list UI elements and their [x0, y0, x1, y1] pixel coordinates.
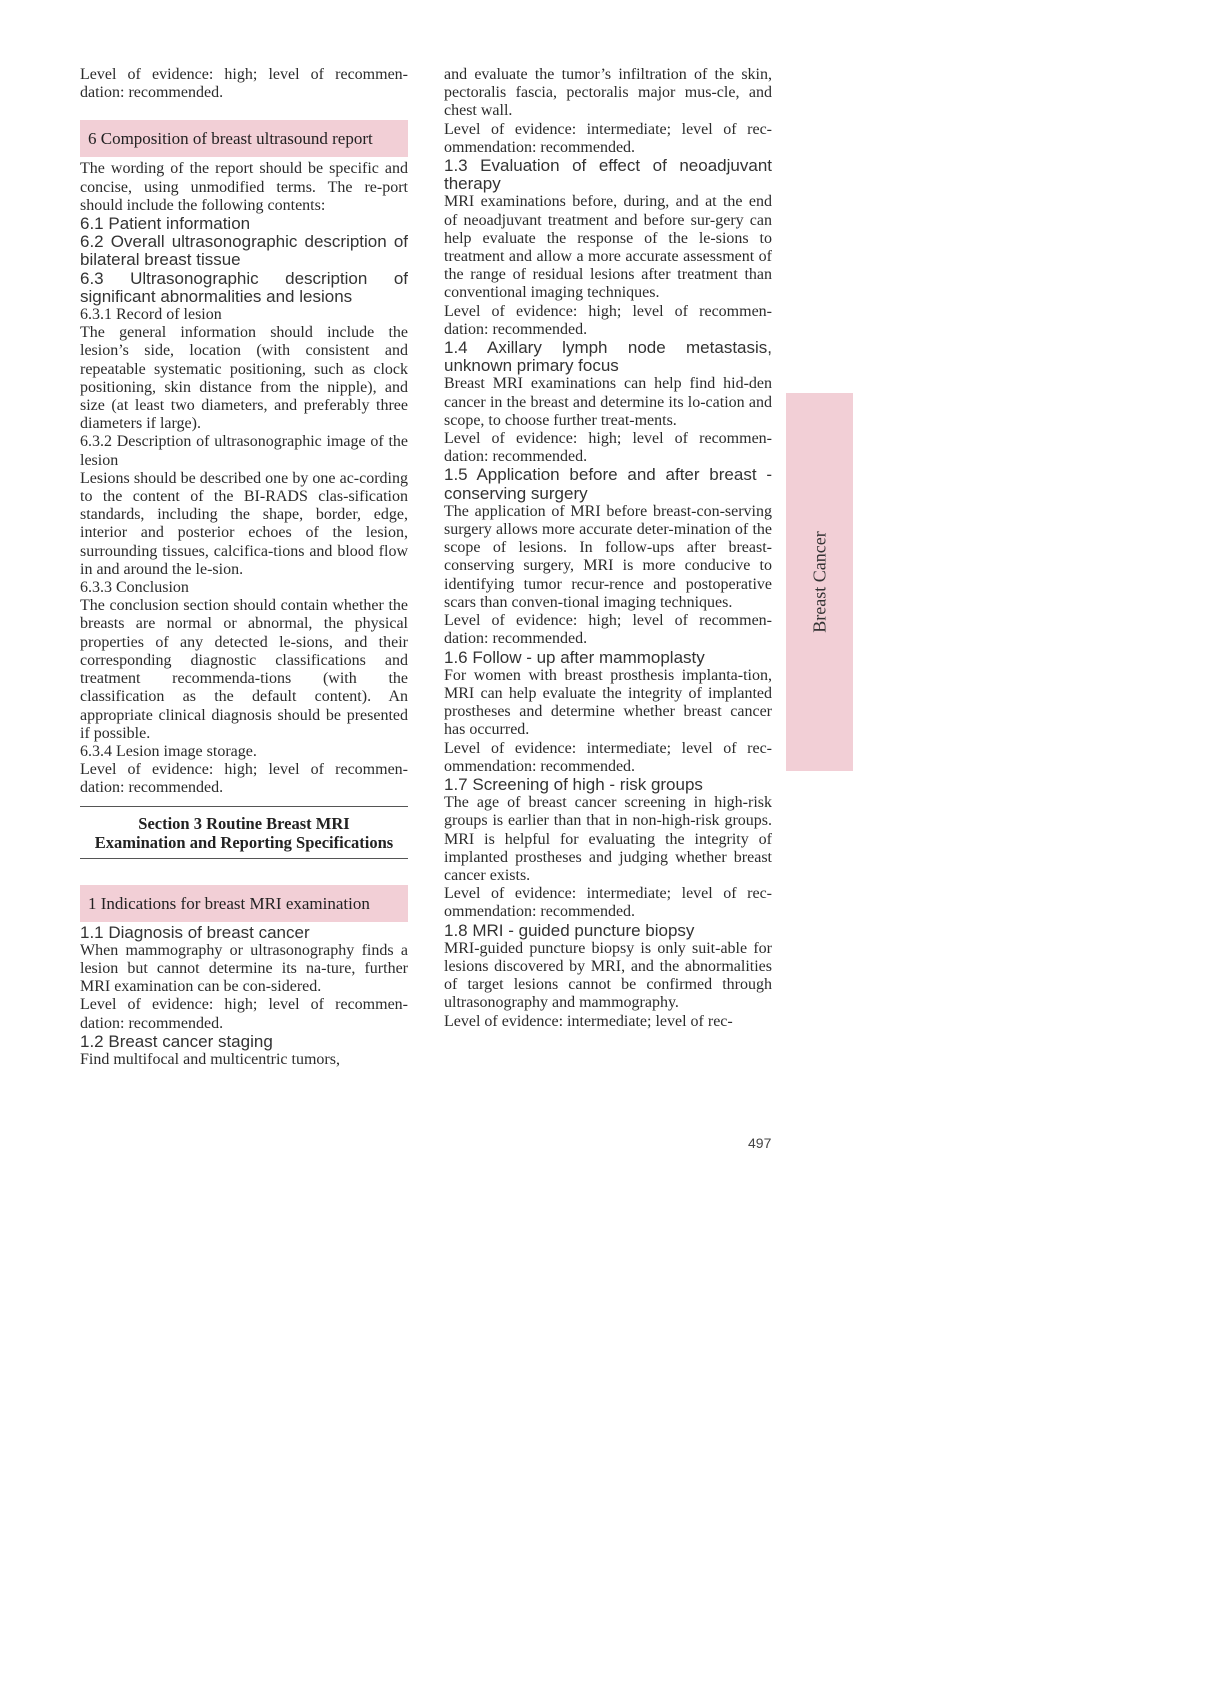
- paragraph: The application of MRI before breast-con-serving surgery allows more accurate deter-mination of the scope of lesions. In follow-ups after breast-conserving surgery, MRI is more conducive to identifying tumor recur-rence and postoperative scars than conven-tional imaging techniques.: [444, 502, 772, 611]
- section-title-block: [80, 806, 408, 859]
- section-title-line: Section 3 Routine Breast MRI: [138, 813, 350, 833]
- subheading: 1.8 MRI - guided puncture biopsy: [444, 920, 695, 940]
- subheading: 6.2 Overall ultrasonographic description of bilateral breast tissue: [80, 232, 408, 270]
- subheading: 1.3 Evaluation of effect of neoadjuvant therapy: [444, 156, 772, 194]
- paragraph: For women with breast prosthesis implanta-tion, MRI can help evaluate the integrity of implanted prostheses and determine whether breast cancer has occurred.: [444, 666, 772, 739]
- subheading: 6.3 Ultrasonographic description of significant abnormalities and lesions: [80, 268, 408, 306]
- evidence-level-text: Level of evidence: high; level of recommen-dation: recommended.: [444, 612, 772, 648]
- sub-subheading: 6.3.3 Conclusion: [80, 579, 189, 597]
- evidence-level-text: Level of evidence: high; level of recommen-dation: recommended.: [444, 302, 772, 338]
- subheading: 1.4 Axillary lymph node metastasis, unknown primary focus: [444, 338, 772, 376]
- paragraph: The wording of the report should be specific and concise, using unmodified terms. The re-port should include the following contents:: [80, 160, 408, 214]
- evidence-level-text: Level of evidence: intermediate; level of rec-: [444, 1012, 733, 1030]
- evidence-level-text: Level of evidence: intermediate; level of rec-ommendation: recommended.: [444, 885, 772, 921]
- page-number: 497: [748, 1135, 772, 1151]
- sub-subheading: 6.3.2 Description of ultrasonographic image of the lesion: [80, 433, 408, 469]
- evidence-level-text: Level of evidence: high; level of recommen-dation: recommended.: [80, 66, 408, 102]
- subheading: 1.1 Diagnosis of breast cancer: [80, 922, 310, 942]
- paragraph: When mammography or ultrasonography finds a lesion but cannot determine its na-ture, further MRI examination can be con-sidered.: [80, 941, 408, 996]
- subheading: 1.5 Application before and after breast - conserving surgery: [444, 465, 772, 503]
- section-heading-box: 6 Composition of breast ultrasound report: [80, 120, 408, 157]
- evidence-level-text: Level of evidence: intermediate; level of rec-ommendation: recommended.: [444, 120, 772, 156]
- evidence-level-text: Level of evidence: high; level of recommen-dation: recommended.: [444, 430, 772, 466]
- evidence-level-text: Level of evidence: high; level of recommen-dation: recommended.: [80, 996, 408, 1032]
- paragraph: MRI examinations before, during, and at the end of neoadjuvant treatment and before sur-gery can help evaluate the response of the le-sions to treatment and allow a more accurate assessment of the range of residual lesions after treatment than conventional imaging techniques.: [444, 193, 772, 302]
- paragraph: Breast MRI examinations can help find hid-den cancer in the breast and determine its lo-cation and scope, to choose further treat-ments.: [444, 375, 772, 429]
- right-column: [444, 66, 772, 1031]
- paragraph: and evaluate the tumor’s infiltration of the skin, pectoralis fascia, pectoralis major mus-cle, and chest wall.: [444, 66, 772, 120]
- sub-subheading: 6.3.4 Lesion image storage.: [80, 742, 257, 760]
- paragraph: Find multifocal and multicentric tumors,: [80, 1050, 340, 1068]
- evidence-level-text: Level of evidence: high; level of recommen-dation: recommended.: [80, 761, 408, 797]
- sub-subheading: 6.3.1 Record of lesion: [80, 306, 222, 324]
- section-title-line: Examination and Reporting Specifications: [94, 832, 394, 852]
- section-heading-box: 1 Indications for breast MRI examination: [80, 885, 408, 922]
- subheading: 1.6 Follow - up after mammoplasty: [444, 647, 705, 667]
- paragraph: The conclusion section should contain whether the breasts are normal or abnormal, the physical properties of any detected le-sions, and their corresponding diagnostic classifications and treatment recommenda-tions (with the classification as the default content). An appropriate clinical diagnosis should be presented if possible.: [80, 597, 408, 742]
- side-tab-label: Breast Cancer: [809, 531, 829, 633]
- paragraph: MRI-guided puncture biopsy is only suit-able for lesions discovered by MRI, and the abnormalities of target lesions cannot be confirmed through ultrasonography and mammography.: [444, 939, 772, 1012]
- paragraph: Lesions should be described one by one ac-cording to the content of the BI-RADS clas-sification standards, including the shape, border, edge, interior and posterior echoes of the lesion, surrounding tissues, calcifica-tions and blood flow in and around the le-sion.: [80, 469, 408, 578]
- subheading: 1.2 Breast cancer staging: [80, 1031, 273, 1051]
- subheading: 1.7 Screening of high - risk groups: [444, 774, 703, 794]
- paragraph: The general information should include the lesion’s side, location (with consistent and repeatable systematic positioning, such as clock positioning, skin distance from the nipple), and size (at least two diameters, and preferably three diameters if large).: [80, 324, 408, 433]
- evidence-level-text: Level of evidence: intermediate; level of rec-ommendation: recommended.: [444, 739, 772, 775]
- side-tab: [786, 393, 853, 771]
- subheading: 6.1 Patient information: [80, 214, 251, 234]
- paragraph: The age of breast cancer screening in high-risk groups is earlier than that in non-high-risk groups. MRI is helpful for evaluating the integrity of implanted prostheses and judging whether breast cancer exists.: [444, 794, 772, 884]
- left-column: [80, 66, 408, 1069]
